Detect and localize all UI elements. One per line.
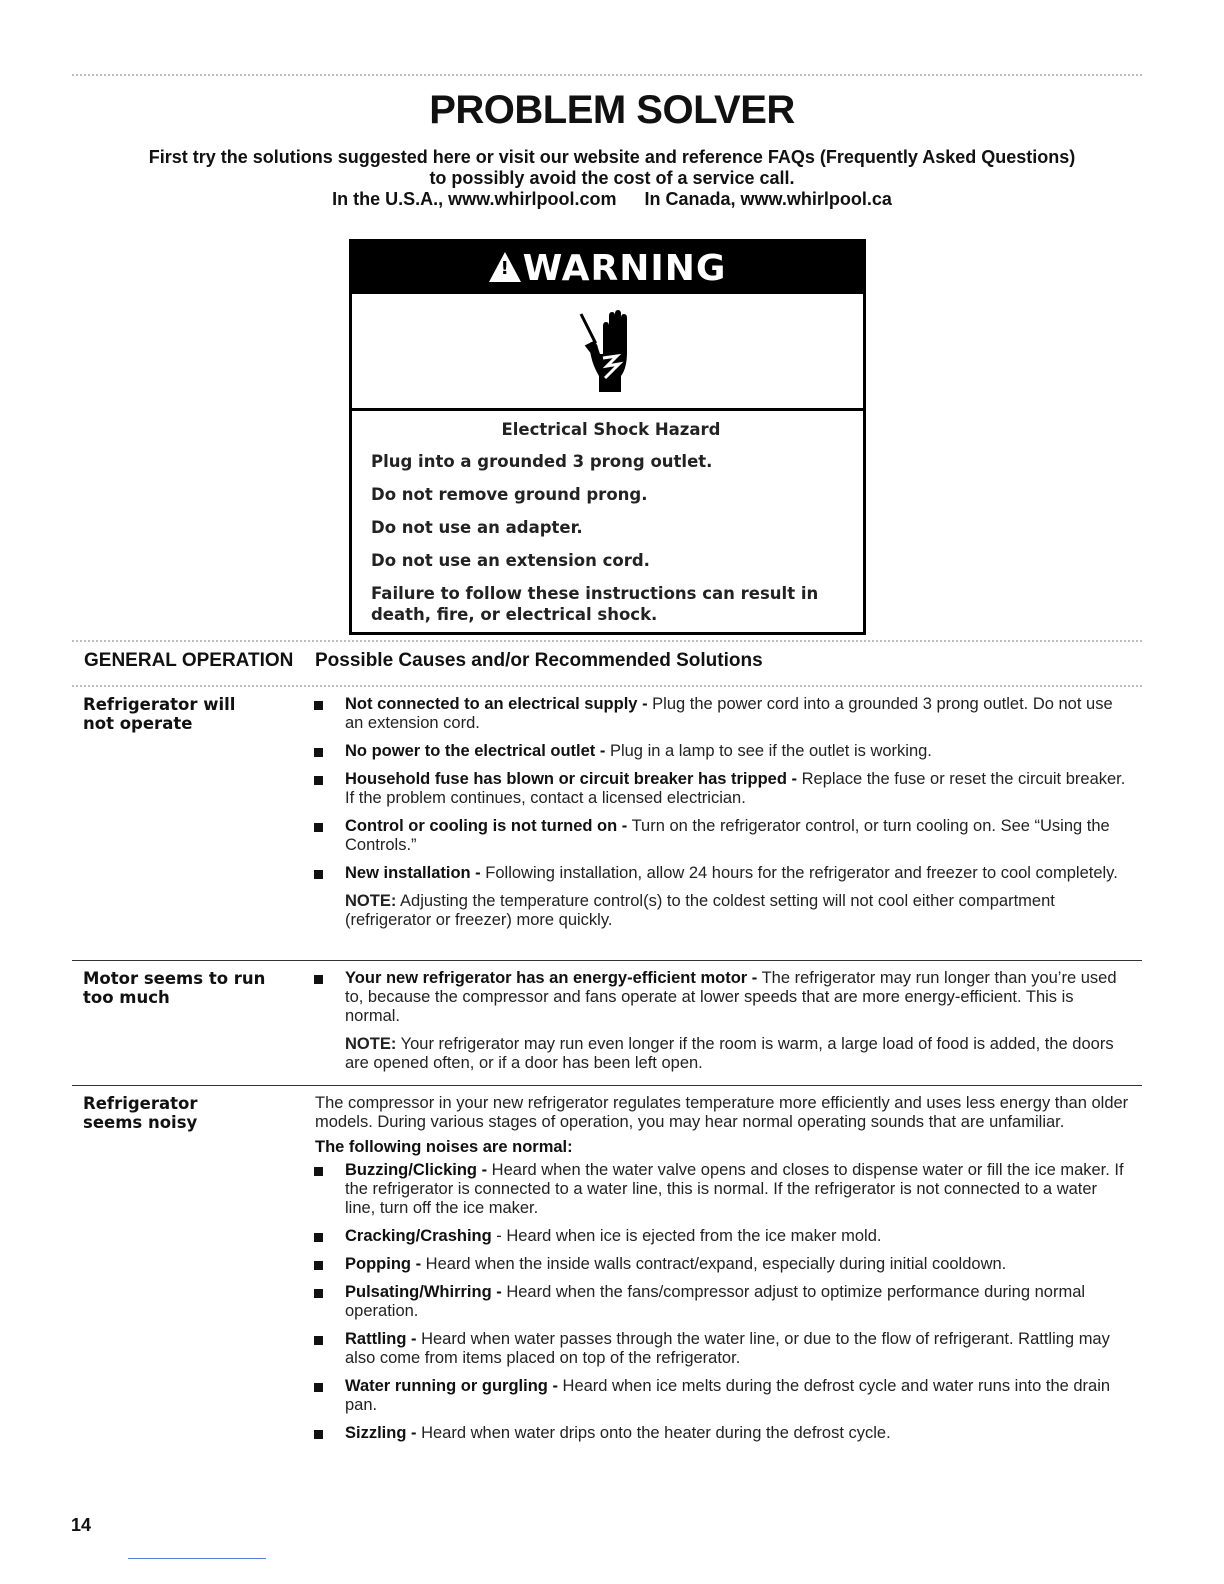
item-solution: Replace the fuse or reset the circuit breaker. If the problem continues, contact a licensed electrician. xyxy=(345,770,1126,807)
problem-motor-runs-too-much xyxy=(83,969,265,1007)
top-rule xyxy=(72,74,1142,76)
bullet-icon xyxy=(314,823,323,832)
item-cause: New installation - xyxy=(345,864,481,882)
list-item xyxy=(310,1227,1130,1246)
warning-line: Do not use an adapter. xyxy=(371,518,583,537)
item-solution: Heard when water drips onto the heater during the defrost cycle. xyxy=(416,1424,891,1442)
warning-text xyxy=(371,418,851,637)
item-cause: Not connected to an electrical supply - xyxy=(345,695,648,713)
warning-line: Failure to follow these instructions can result in death, fire, or electrical shock. xyxy=(371,584,819,624)
bullet-icon xyxy=(314,748,323,757)
item-cause: Sizzling - xyxy=(345,1424,417,1442)
list-item xyxy=(310,969,1130,1026)
electrical-shock-hand-icon xyxy=(573,306,643,396)
item-solution: Heard when ice melts during the defrost cycle and water runs into the drain pan. xyxy=(345,1377,1111,1414)
problem-line: too much xyxy=(83,988,170,1007)
item-solution: Heard when the inside walls contract/expand, especially during initial cooldown. xyxy=(421,1255,1007,1273)
problem-refrigerator-noisy xyxy=(83,1094,198,1132)
warning-box xyxy=(349,239,866,635)
item-solution: Heard when water passes through the water line, or due to the flow of refrigerant. Rattling may also come from items placed on top of the refrigerator. xyxy=(345,1330,1110,1367)
problem-line: Motor seems to run xyxy=(83,969,266,988)
list-item xyxy=(310,1377,1130,1415)
note-text: Adjusting the temperature control(s) to the coldest setting will not cool either compartment (refrigerator or freezer) more quickly. xyxy=(345,892,1055,929)
solutions-noisy xyxy=(310,1094,1130,1452)
bullet-icon xyxy=(314,701,323,710)
page-number: 14 xyxy=(71,1515,92,1535)
footer-line xyxy=(128,1558,266,1559)
list-item xyxy=(310,742,1130,761)
us-website: In the U.S.A., www.whirlpool.com xyxy=(332,189,617,209)
item-cause: Cracking/Crashing xyxy=(345,1227,492,1245)
column-header-general-operation: GENERAL OPERATION xyxy=(84,650,294,671)
item-solution: Heard when the fans/compressor adjust to optimize performance during normal operation. xyxy=(345,1283,1086,1320)
item-cause: Control or cooling is not turned on - xyxy=(345,817,628,835)
bullet-icon xyxy=(314,1430,323,1439)
bullet-icon xyxy=(314,1261,323,1270)
warning-line: Plug into a grounded 3 prong outlet. xyxy=(371,452,713,471)
intro-line-1: First try the solutions suggested here or visit our website and reference FAQs (Frequently Asked Questions) xyxy=(148,147,1076,167)
hazard-title: Electrical Shock Hazard xyxy=(501,420,721,439)
item-solution: - Heard when ice is ejected from the ice maker mold. xyxy=(491,1227,882,1245)
warning-line: Do not remove ground prong. xyxy=(371,485,648,504)
intro-text xyxy=(60,147,1164,210)
noise-subheading: The following noises are normal: xyxy=(315,1138,573,1156)
item-cause: Household fuse has blown or circuit breaker has tripped - xyxy=(345,770,798,788)
note xyxy=(310,1035,1130,1073)
note-label: NOTE: xyxy=(345,1035,397,1053)
page-title: PROBLEM SOLVER xyxy=(429,88,795,132)
item-cause: Rattling - xyxy=(345,1330,417,1348)
canada-website: In Canada, www.whirlpool.ca xyxy=(644,189,892,209)
list-item xyxy=(310,817,1130,855)
column-header-solutions: Possible Causes and/or Recommended Solutions xyxy=(315,650,763,671)
problem-line: seems noisy xyxy=(83,1113,198,1132)
item-cause: Water running or gurgling - xyxy=(345,1377,558,1395)
solutions-runs-much xyxy=(310,969,1130,1082)
bullet-icon xyxy=(314,1336,323,1345)
problem-refrigerator-not-operate xyxy=(83,695,235,733)
warning-label: WARNING xyxy=(522,248,727,289)
item-cause: No power to the electrical outlet - xyxy=(345,742,606,760)
note-text: Your refrigerator may run even longer if the room is warm, a large load of food is added, the doors are opened often, or if a door has been left open. xyxy=(345,1035,1114,1072)
list-item xyxy=(310,770,1130,808)
item-solution: The refrigerator may run longer than you’re used to, because the compressor and fans operate at lower speeds that are more energy-efficient. This is normal. xyxy=(345,969,1117,1025)
item-solution: Plug in a lamp to see if the outlet is working. xyxy=(605,742,932,760)
item-solution: Following installation, allow 24 hours for the refrigerator and freezer to cool completely. xyxy=(480,864,1118,882)
list-item xyxy=(310,864,1130,883)
item-cause: Pulsating/Whirring - xyxy=(345,1283,502,1301)
item-cause: Buzzing/Clicking - xyxy=(345,1161,488,1179)
bullet-icon xyxy=(314,975,323,984)
noise-intro: The compressor in your new refrigerator regulates temperature more efficiently and uses less energy than older models. During various stages of operation, you may hear normal operating sounds that are unfamiliar. xyxy=(315,1094,1129,1131)
bullet-icon xyxy=(314,1383,323,1392)
list-item xyxy=(310,1283,1130,1321)
warning-line: Do not use an extension cord. xyxy=(371,551,650,570)
list-item xyxy=(310,1330,1130,1368)
warning-triangle-icon xyxy=(489,252,521,282)
solutions-not-operate xyxy=(310,695,1130,939)
note xyxy=(310,892,1130,930)
table-top-rule xyxy=(72,640,1142,642)
intro-line-2: to possibly avoid the cost of a service call. xyxy=(429,168,795,188)
item-solution: Plug the power cord into a grounded 3 prong outlet. Do not use an extension cord. xyxy=(345,695,1113,732)
list-item xyxy=(310,1255,1130,1274)
intro-websites xyxy=(60,189,1164,210)
note-label: NOTE: xyxy=(345,892,397,910)
section-rule xyxy=(72,960,1142,961)
bullet-icon xyxy=(314,1167,323,1176)
section-rule xyxy=(72,1085,1142,1086)
problem-line: Refrigerator xyxy=(83,1094,198,1113)
item-solution: Heard when the water valve opens and closes to dispense water or fill the ice maker. If the refrigerator is connected to a water line, this is normal. If the refrigerator is not connected to a water line, turn off the ice maker. xyxy=(345,1161,1124,1217)
warning-header xyxy=(352,242,863,294)
problem-line: not operate xyxy=(83,714,193,733)
warning-divider xyxy=(352,408,863,411)
bullet-icon xyxy=(314,870,323,879)
bullet-icon xyxy=(314,1289,323,1298)
list-item xyxy=(310,1424,1130,1443)
table-header-rule xyxy=(72,685,1142,687)
item-cause: Your new refrigerator has an energy-efficient motor - xyxy=(345,969,758,987)
item-cause: Popping - xyxy=(345,1255,422,1273)
list-item xyxy=(310,695,1130,733)
bullet-icon xyxy=(314,1233,323,1242)
list-item xyxy=(310,1161,1130,1218)
problem-line: Refrigerator will xyxy=(83,695,236,714)
bullet-icon xyxy=(314,776,323,785)
item-solution: Turn on the refrigerator control, or turn cooling on. See “Using the Controls.” xyxy=(345,817,1110,854)
